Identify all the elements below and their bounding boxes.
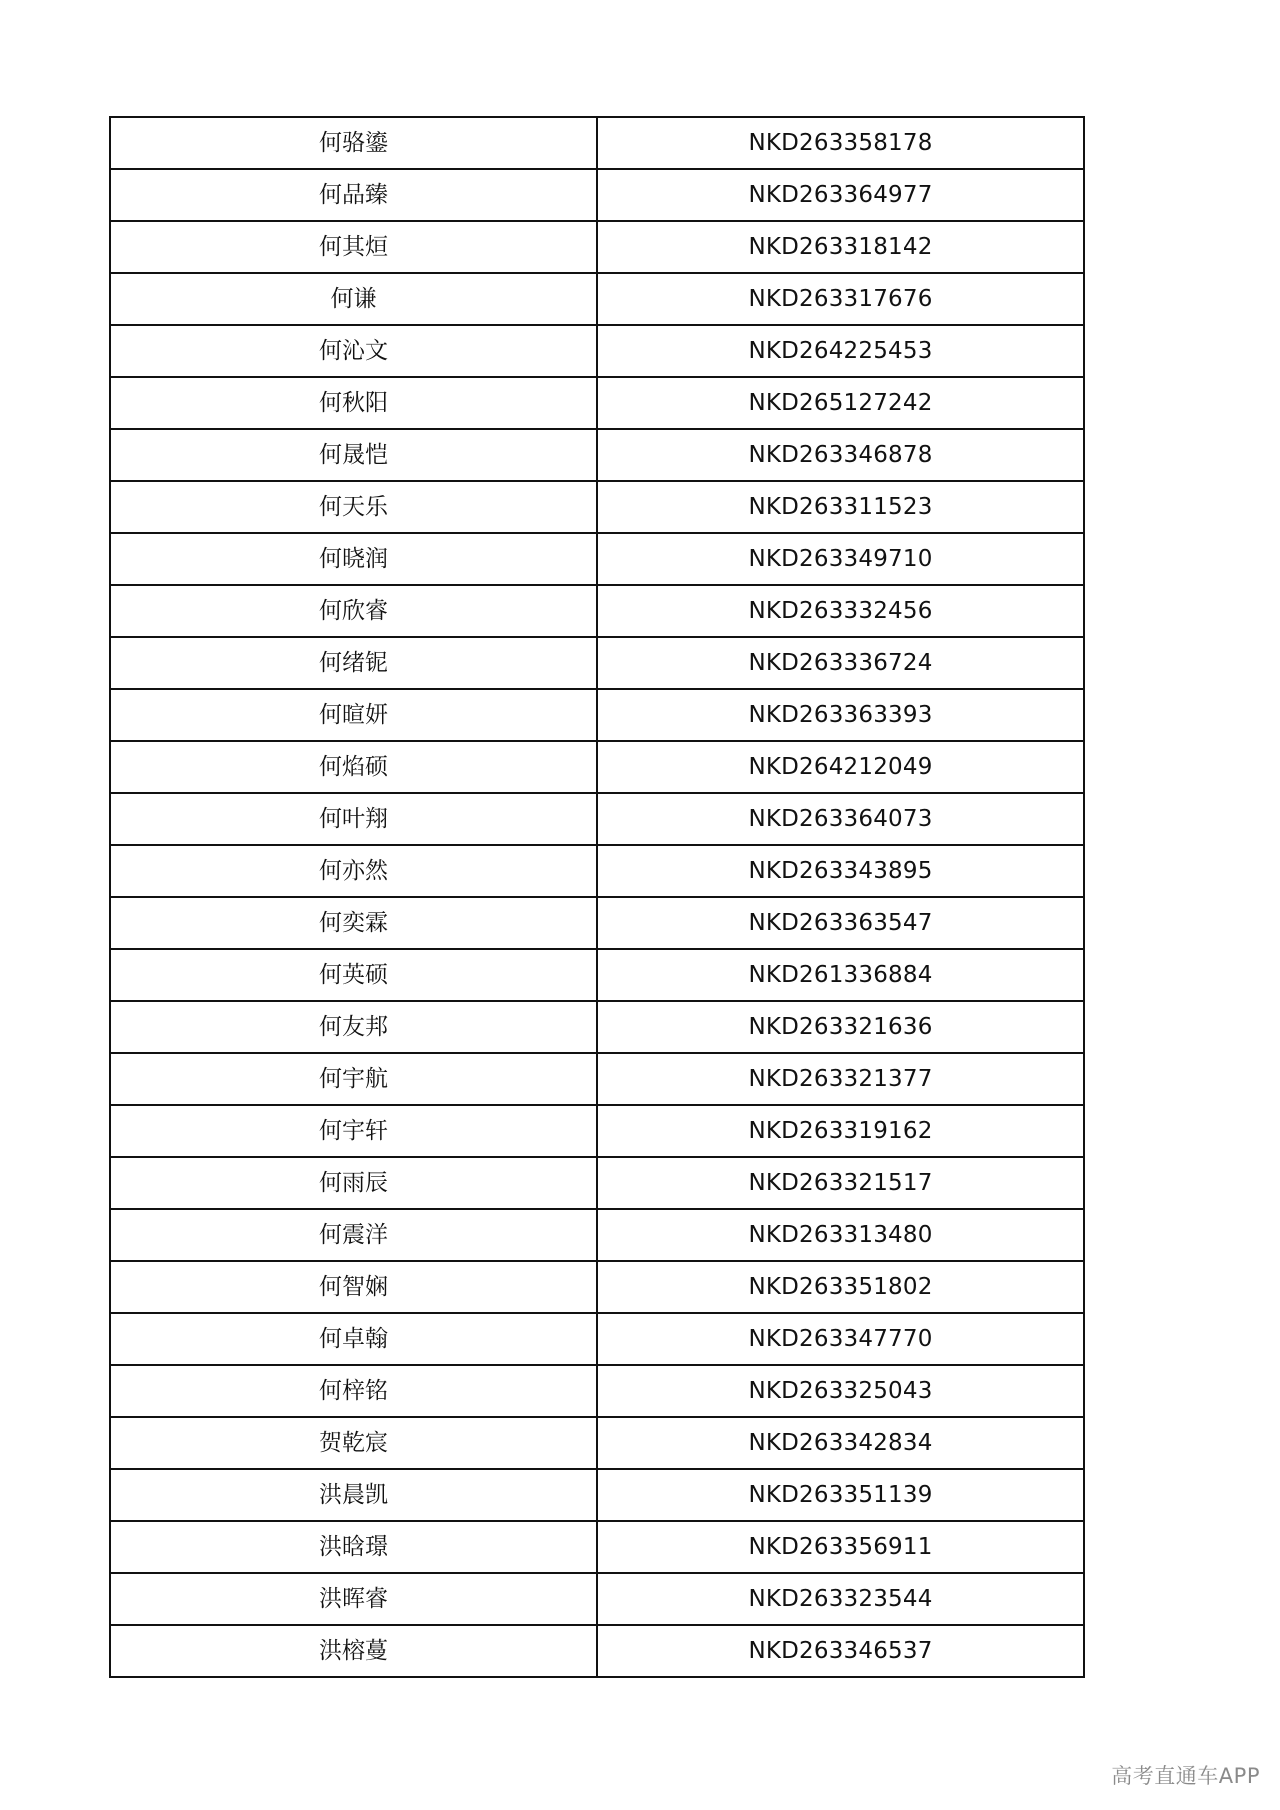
table-row [110, 221, 1084, 273]
table-row [110, 585, 1084, 637]
id-cell: NKD263364977 [597, 169, 1084, 221]
id-cell: NKD263346537 [597, 1625, 1084, 1677]
name-cell: 贺乾宸 [110, 1417, 597, 1469]
id-cell: NKD263311523 [597, 481, 1084, 533]
name-cell: 何谦 [110, 273, 597, 325]
table-row [110, 1105, 1084, 1157]
name-cell: 何雨辰 [110, 1157, 597, 1209]
table-row [110, 1469, 1084, 1521]
table-row [110, 793, 1084, 845]
id-cell: NKD263325043 [597, 1365, 1084, 1417]
table-row [110, 273, 1084, 325]
id-cell: NKD263363547 [597, 897, 1084, 949]
name-cell: 何智娴 [110, 1261, 597, 1313]
table-row [110, 949, 1084, 1001]
id-cell: NKD263313480 [597, 1209, 1084, 1261]
name-cell: 何梓铭 [110, 1365, 597, 1417]
table-row [110, 1521, 1084, 1573]
watermark: 高考直通车APP [1111, 1764, 1260, 1788]
id-cell: NKD263319162 [597, 1105, 1084, 1157]
id-cell: NKD263346878 [597, 429, 1084, 481]
name-cell: 何其烜 [110, 221, 597, 273]
name-cell: 何天乐 [110, 481, 597, 533]
name-cell: 洪晖睿 [110, 1573, 597, 1625]
id-cell: NKD263342834 [597, 1417, 1084, 1469]
id-cell: NKD263364073 [597, 793, 1084, 845]
id-cell: NKD264225453 [597, 325, 1084, 377]
id-cell: NKD263356911 [597, 1521, 1084, 1573]
table-row [110, 169, 1084, 221]
table-row [110, 689, 1084, 741]
name-cell: 何沁文 [110, 325, 597, 377]
table-row [110, 1365, 1084, 1417]
id-cell: NKD263317676 [597, 273, 1084, 325]
table-row [110, 845, 1084, 897]
name-cell: 何叶翔 [110, 793, 597, 845]
table-row [110, 1417, 1084, 1469]
table-row [110, 1313, 1084, 1365]
name-cell: 何暄妍 [110, 689, 597, 741]
table-row [110, 1573, 1084, 1625]
name-cell: 何奕霖 [110, 897, 597, 949]
id-cell: NKD263336724 [597, 637, 1084, 689]
name-cell: 何英硕 [110, 949, 597, 1001]
table-row [110, 325, 1084, 377]
name-cell: 何亦然 [110, 845, 597, 897]
id-cell: NKD263318142 [597, 221, 1084, 273]
id-cell: NKD263363393 [597, 689, 1084, 741]
name-cell: 何绪铌 [110, 637, 597, 689]
id-cell: NKD264212049 [597, 741, 1084, 793]
roster-table-body [110, 117, 1084, 1677]
table-row [110, 429, 1084, 481]
id-cell: NKD263347770 [597, 1313, 1084, 1365]
table-row [110, 481, 1084, 533]
table-row [110, 1001, 1084, 1053]
table-row [110, 637, 1084, 689]
table-row [110, 533, 1084, 585]
id-cell: NKD265127242 [597, 377, 1084, 429]
id-cell: NKD263332456 [597, 585, 1084, 637]
table-row [110, 1157, 1084, 1209]
id-cell: NKD263358178 [597, 117, 1084, 169]
name-cell: 洪晗璟 [110, 1521, 597, 1573]
table-row [110, 1625, 1084, 1677]
name-cell: 何卓翰 [110, 1313, 597, 1365]
name-cell: 何焰硕 [110, 741, 597, 793]
name-cell: 何晟恺 [110, 429, 597, 481]
id-cell: NKD263323544 [597, 1573, 1084, 1625]
id-cell: NKD263349710 [597, 533, 1084, 585]
id-cell: NKD261336884 [597, 949, 1084, 1001]
roster-table [109, 116, 1085, 1678]
name-cell: 洪榕蔓 [110, 1625, 597, 1677]
id-cell: NKD263321636 [597, 1001, 1084, 1053]
id-cell: NKD263321517 [597, 1157, 1084, 1209]
name-cell: 何宇航 [110, 1053, 597, 1105]
table-row [110, 117, 1084, 169]
id-cell: NKD263351802 [597, 1261, 1084, 1313]
id-cell: NKD263343895 [597, 845, 1084, 897]
name-cell: 何宇轩 [110, 1105, 597, 1157]
table-row [110, 741, 1084, 793]
table-row [110, 1209, 1084, 1261]
name-cell: 何品臻 [110, 169, 597, 221]
name-cell: 何友邦 [110, 1001, 597, 1053]
name-cell: 何晓润 [110, 533, 597, 585]
id-cell: NKD263321377 [597, 1053, 1084, 1105]
name-cell: 何骆鎏 [110, 117, 597, 169]
table-row [110, 897, 1084, 949]
table-row [110, 1261, 1084, 1313]
name-cell: 何欣睿 [110, 585, 597, 637]
table-row [110, 377, 1084, 429]
name-cell: 何震洋 [110, 1209, 597, 1261]
name-cell: 何秋阳 [110, 377, 597, 429]
table-row [110, 1053, 1084, 1105]
id-cell: NKD263351139 [597, 1469, 1084, 1521]
name-cell: 洪晨凯 [110, 1469, 597, 1521]
